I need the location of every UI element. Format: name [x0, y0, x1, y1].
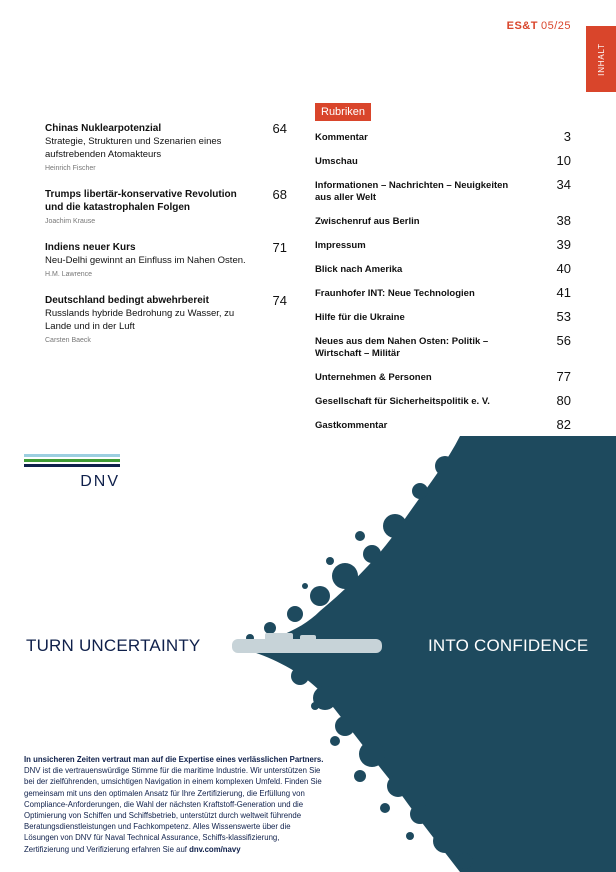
ad-headline-left: TURN UNCERTAINTY	[26, 636, 201, 655]
rubrik-label: Gesellschaft für Sicherheitspolitik e. V.	[315, 396, 490, 407]
rubrik-page-number: 39	[556, 237, 571, 252]
logo-stripe	[24, 459, 120, 462]
ad-body: DNV ist die vertrauenswürdige Stimme für die maritime Industrie. Wir unterstützen Sie bei der zielführenden, umsichtigen Navigation in einem komplexen Umfeld. Finden Sie gemeinsam mit uns den optimalen Ansatz für Ihre Zertifizierung, die Erfüllung von Compliance-Anforderungen, die Wahl der nächsten Kraftstoff-Generation und die Optimierung von Schiffen und Schiffsbetrieb, unterstützt durch weltweit führende Beratungsdienstleistungen und Fachkompetenz. Alles Wissenswerte über die Lösungen von DNV für Naval Technical Assurance, Schiffs-klassifizierung, Zertifizierung und Verifizierung erfahren Sie auf	[24, 766, 322, 854]
rubrik-label: Unternehmen & Personen	[315, 372, 432, 383]
article-title: Chinas Nuklearpotenzial	[45, 123, 162, 134]
rubrik-item[interactable]	[315, 393, 571, 408]
rubrik-item[interactable]	[315, 177, 571, 204]
article-page-number: 74	[272, 293, 287, 308]
rubrik-page-number: 40	[556, 261, 571, 276]
rubrik-item[interactable]	[315, 285, 571, 300]
article-entry[interactable]	[45, 188, 287, 225]
rubrik-label: Hilfe für die Ukraine	[315, 312, 405, 323]
article-description: Neu-Delhi gewinnt an Einfluss im Nahen Osten.	[45, 255, 246, 266]
dnv-logo[interactable]	[24, 454, 120, 491]
logo-stripe	[24, 464, 120, 467]
magazine-brand: ES&T	[506, 20, 538, 32]
rubrik-page-number: 56	[556, 333, 571, 348]
ad-headline-right: INTO CONFIDENCE	[428, 636, 589, 655]
rubrik-label: Neues aus dem Nahen Osten: Politik – Wirtschaft – Militär	[315, 336, 489, 359]
rubrik-label: Zwischenruf aus Berlin	[315, 216, 420, 227]
rubrik-label: Blick nach Amerika	[315, 264, 403, 275]
rubrik-item[interactable]	[315, 369, 571, 384]
rubrik-label: Kommentar	[315, 132, 368, 143]
feature-articles-list	[45, 122, 287, 360]
rubrik-page-number: 3	[563, 129, 571, 144]
rubrik-page-number: 41	[556, 285, 571, 300]
rubriken-heading: Rubriken	[315, 103, 371, 121]
article-author: H.M. Lawrence	[45, 271, 93, 278]
article-author: Heinrich Fischer	[45, 165, 96, 172]
rubrik-item[interactable]	[315, 333, 571, 360]
article-entry[interactable]	[45, 294, 287, 344]
article-entry[interactable]	[45, 122, 287, 172]
article-page-number: 71	[272, 240, 287, 255]
magazine-issue-label	[507, 20, 571, 32]
article-description: Strategie, Strukturen und Szenarien eines aufstrebenden Atomakteurs	[45, 136, 222, 160]
article-author: Joachim Krause	[45, 218, 96, 225]
article-author: Carsten Baeck	[45, 337, 91, 344]
rubrik-label: Informationen – Nachrichten – Neuigkeiten aus aller Welt	[315, 180, 509, 203]
article-entry[interactable]	[45, 241, 287, 278]
rubrik-label: Gastkommentar	[315, 420, 388, 431]
rubrik-item[interactable]	[315, 261, 571, 276]
ad-lead: In unsicheren Zeiten vertraut man auf die Expertise eines verlässlichen Partners.	[24, 755, 324, 764]
rubrik-label: Umschau	[315, 156, 358, 167]
rubrik-item[interactable]	[315, 417, 571, 432]
ad-url-link[interactable]: dnv.com/navy	[189, 844, 241, 854]
section-tab-label: INHALT	[596, 42, 606, 76]
rubrik-item[interactable]	[315, 153, 571, 168]
rubrik-page-number: 10	[556, 153, 571, 168]
article-title: Trumps libertär-konservative Revolution und die katastrophalen Folgen	[45, 189, 237, 213]
logo-stripe	[24, 454, 120, 457]
article-page-number: 64	[272, 121, 287, 136]
rubrik-item[interactable]	[315, 129, 571, 144]
rubrik-item[interactable]	[315, 213, 571, 228]
rubrik-item[interactable]	[315, 237, 571, 252]
issue-number: 05/25	[540, 20, 571, 32]
rubrik-page-number: 53	[556, 309, 571, 324]
rubrik-page-number: 34	[556, 177, 571, 192]
rubrik-page-number: 80	[556, 393, 571, 408]
dnv-advertisement[interactable]	[0, 436, 616, 872]
article-title: Indiens neuer Kurs	[45, 242, 136, 253]
rubrik-page-number: 77	[556, 369, 571, 384]
rubrik-page-number: 38	[556, 213, 571, 228]
article-title: Deutschland bedingt abwehrbereit	[45, 295, 209, 306]
rubrik-label: Fraunhofer INT: Neue Technologien	[315, 288, 475, 299]
rubrik-page-number: 82	[556, 417, 571, 432]
logo-wordmark: DNV	[80, 473, 120, 490]
section-tab[interactable]	[586, 26, 616, 92]
article-description: Russlands hybride Bedrohung zu Wasser, zu Lande und in der Luft	[45, 308, 235, 332]
ad-body-text	[24, 754, 324, 855]
rubrik-item[interactable]	[315, 309, 571, 324]
rubrik-label: Impressum	[315, 240, 366, 251]
article-page-number: 68	[272, 187, 287, 202]
rubriken-list	[315, 129, 571, 432]
